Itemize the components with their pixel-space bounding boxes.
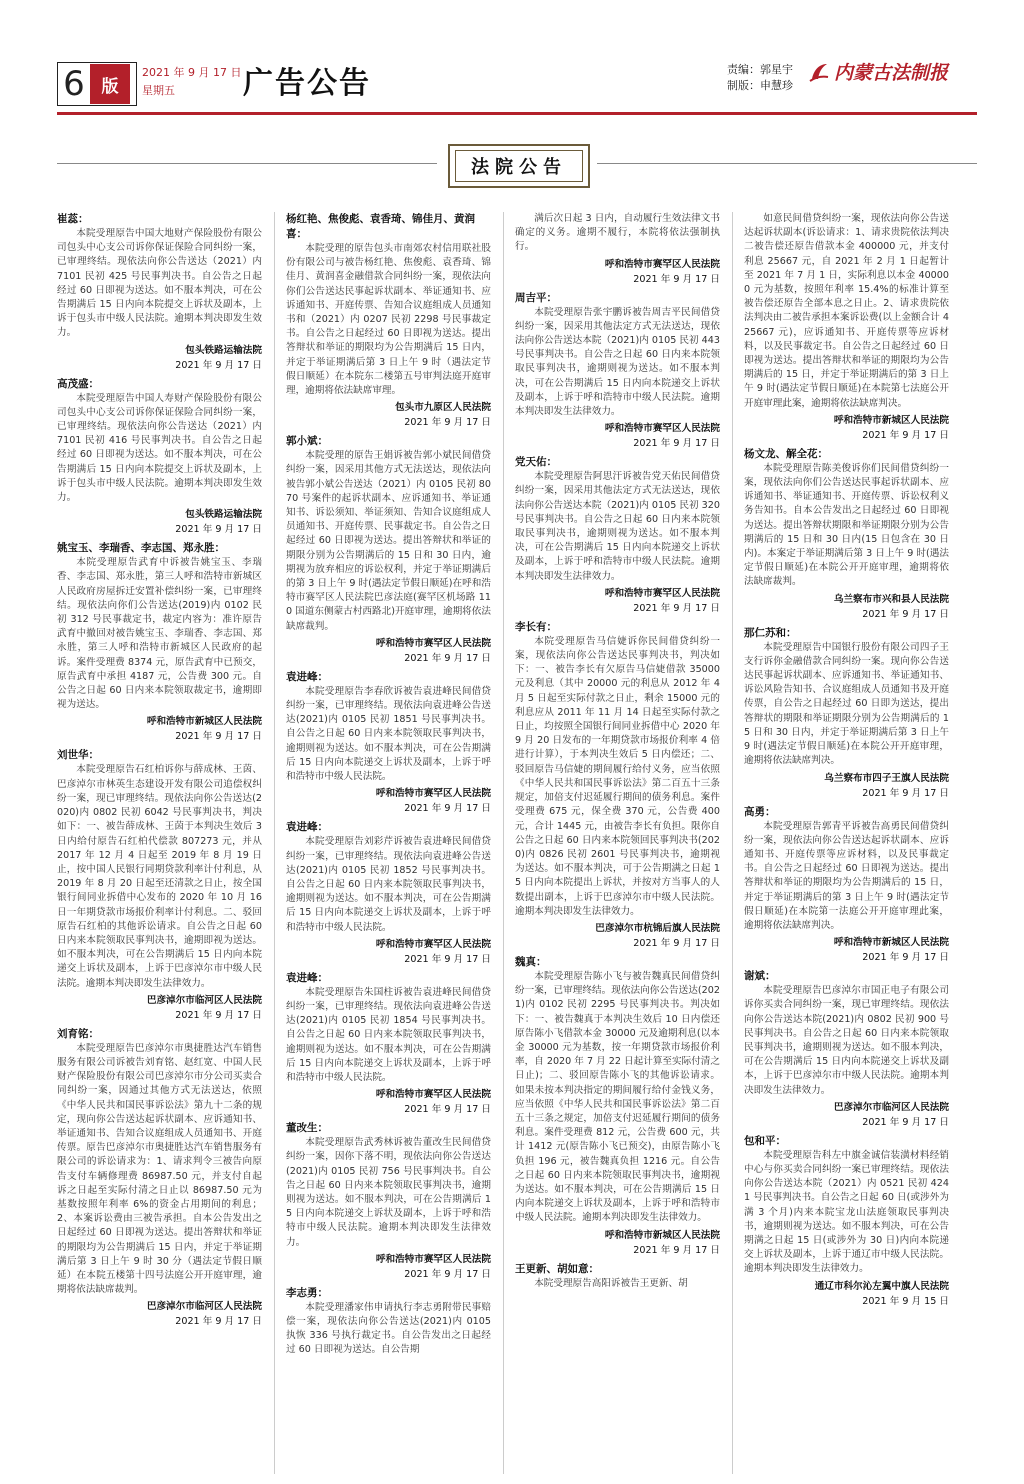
court-notice (744, 805, 949, 966)
notice-date: 2021 年 9 月 17 日 (175, 524, 262, 536)
notice-date: 2021 年 9 月 17 日 (404, 417, 491, 429)
notice-addressee: 魏真： (515, 955, 547, 968)
court-notice (286, 212, 491, 430)
notice-court: 巴彦淖尔市杭锦后旗人民法院 (595, 922, 720, 934)
producer-name: 制版：申慧珍 (727, 79, 793, 92)
notice-court: 呼和浩特市赛罕区人民法院 (604, 258, 720, 270)
notice-body: 本院受理原告中国大地财产保险股份有限公司包头中心支公司诉你保证保险合同纠纷一案，已审理终结。现依法向你公告送达（2021）内 7101 民初 425 号民事判决书。自公告之日起经过 60 日即视为送达。如不服本判决，可在公告期满后 15 日内向本院提交上诉状及副本，上诉于包头市中级人民法院。逾期本判决即发生效力。 (57, 228, 262, 339)
court-notice (744, 969, 949, 1130)
notice-court: 巴彦淖尔市临河区人民法院 (146, 994, 262, 1006)
notice-date: 2021 年 9 月 17 日 (404, 953, 491, 965)
court-notice (744, 626, 949, 801)
notice-body: 本院受理原告郭青平诉被告高勇民间借贷纠纷一案，现依法向你公告送达起诉状副本、应诉通知书、开庭传票等应诉材料，以及民事裁定书。自公告之日起经过 60 日即视为送达。提出答辩状和举证的期限均为公告期满后的 15 日，并定于举证期满后的第 3 日上午 9 时(遇法定节假日顺延)在本院第一法庭公开开庭审理此案，逾期将依法缺席判决。 (744, 820, 949, 931)
notice-court: 呼和浩特市新城区人民法院 (604, 1229, 720, 1241)
notice-date: 2021 年 9 月 17 日 (862, 608, 949, 620)
notice-date: 2021 年 9 月 17 日 (404, 1104, 491, 1116)
notice-body: 如意民间借贷纠纷一案，现依法向你公告送达起诉状副本(诉讼请求：1、请求贵院依法判决二被告偿还原告借款本金 400000 元，并支付利息 25667 元，自 2021 年 2 月 1 日起暂计至 2021 年 7 月 1 日，实际利息以本金 400000 元为基数，按照年利率 15.4%的标准计算至被告偿还原告全部本息之日止。2、请求贵院依法判决由二被告承担本案诉讼费(以上金额合计 425667 元)，应诉通知书、开庭传票等应诉材料，以及民事裁定书。自公告之日起经过 60 日即视为送达。提出答辩状和举证的期限均为公告期满后的 15 日，并定于举证期满后的第 3 日上午 9 时(遇法定节假日顺延)在本院第七法庭公开开庭审理此案，逾期将依法缺席判决。 (744, 213, 949, 409)
court-notice (515, 291, 720, 452)
notice-addressee: 崔蕊： (57, 213, 89, 225)
notice-court: 呼和浩特市新城区人民法院 (833, 937, 949, 949)
court-notice-banner (57, 140, 977, 188)
notice-court: 包头铁路运输法院 (185, 509, 262, 521)
notice-date: 2021 年 9 月 17 日 (175, 731, 262, 743)
notice-court: 呼和浩特市赛罕区人民法院 (375, 1253, 491, 1265)
court-notice (57, 1027, 262, 1330)
notice-body: 满后次日起 3 日内，自动履行生效法律文书确定的义务。逾期不履行，本院将依法强制执行。 (515, 213, 720, 253)
notice-date: 2021 年 9 月 17 日 (404, 652, 491, 664)
banner-line-left (57, 163, 437, 164)
notice-addressee: 郭小斌： (286, 435, 328, 448)
court-notice (57, 377, 262, 538)
notice-court: 呼和浩特市新城区人民法院 (833, 414, 949, 426)
court-notice (57, 748, 262, 1022)
notice-addressee: 高茂盛： (57, 377, 99, 390)
notice-court: 乌兰察布市兴和县人民法院 (833, 593, 949, 605)
notice-addressee: 李志勇： (286, 1286, 328, 1299)
notice-date: 2021 年 9 月 17 日 (862, 1116, 949, 1128)
issue-date-block (142, 64, 242, 100)
notice-body: 本院受理原告科左中旗金诚信装潢材料经销中心与你买卖合同纠纷一案已审理终结。现依法向你公告送达本院（2021）内 0521 民初 4241 号民事判决书。自公告之日起 60 日(或涉外为满 3 个月)内来本院宝龙山法庭领取民事判决书，逾期则视为送达。如不服本判决，可在公告期满之日起 15 日(或涉外为 30 日)内向本院递交上诉状及副本，上诉于通辽市中级人民法院。逾期本判决即发生法律效力。 (744, 1149, 949, 1275)
notice-date: 2021 年 9 月 17 日 (404, 1268, 491, 1280)
notice-body: 本院受理原告阿思汗诉被告党天佑民间借贷纠纷一案，因采用其他法定方式无法送达，现依法向你公告送达本院（2021)内 0105 民初 320 号民事判决书。自公告之日起 60 日内来本院领取民事判决书，逾期则视为送达。如不服本判决，可在公告期满后 15 日内向本院递交上诉状及副本，上诉于呼和浩特市中级人民法院。逾期本判决即发生法律效力。 (515, 471, 720, 582)
editor-name: 责编：郭星宇 (727, 63, 793, 76)
notice-addressee: 谢斌： (744, 970, 776, 983)
notice-body: 本院受理原告李春欣诉被告袁进峰民间借贷纠纷一案，已审理终结。现依法向袁进峰公告送达(2021)内 0105 民初 1851 号民事判决书。自公告之日起 60 日内来本院领取民事判决书，逾期则视为送达。如不服本判决，可在公告期满后 15 日内向本院递交上诉状及副本，上诉于呼和浩特市中级人民法院。 (286, 685, 491, 783)
column-1 (57, 212, 262, 1474)
notice-body: 本院受理原告武秀林诉被告董改生民间借贷纠纷一案，因你下落不明，现依法向你公告送达(2021)内 0105 民初 756 号民事判决书。自公告之日起 60 日内来本院领取民事判决书，逾期则视为送达。如不服本判决，可在公告期满后 15 日内向本院递交上诉状及副本，上诉于呼和浩特市中级人民法院。逾期本判决即发生法律效力。 (286, 1137, 491, 1248)
ban-tag: 版 (90, 64, 130, 104)
notice-court: 呼和浩特市赛罕区人民法院 (604, 423, 720, 435)
court-notice (57, 212, 262, 373)
banner-frame (448, 144, 590, 188)
notice-court: 巴彦淖尔市临河区人民法院 (833, 1101, 949, 1113)
page-number: 6 (63, 64, 85, 104)
notice-date: 2021 年 9 月 17 日 (175, 359, 262, 371)
notice-addressee: 那仁苏和： (744, 626, 797, 639)
notice-date: 2021 年 9 月 17 日 (175, 1009, 262, 1021)
issue-weekday: 星期五 (142, 84, 175, 97)
notice-body: 本院受理原告陈美俊诉你们民间借贷纠纷一案，现依法向你们公告送达民事起诉状副本、应诉通知书、举证通知书、开庭传票、诉讼权利义务告知书。自本公告发出之日起经过 60 日即视为送达。提出答辩状期限和举证期限分别为公告期满后的 15 日和 30 日内(15 日包含在 30 日内)。本案定于举证期满后第 3 日上午 9 时(遇法定节假日顺延)在本院公开开庭审理，逾期将依法缺席裁判。 (744, 462, 949, 588)
notice-body: 本院受理原告石红柏诉你与薛成林、王茵、巴彦淖尔市林英生态建设开发有限公司追偿权纠纷一案，现已审理终结。现依法向你公告送达(2020)内 0802 民初 6042 号民事判决书，判决如下：一、被告薛成林、王茵于本判决生效后 3 日内给付原告石红柏代偿款 807273 元，并从 2017 年 12 月 4 日起至 2019 年 8 月 19 日止，按中国人民银行同期贷款利率计付利息，从 2019 年 8 月 20 日起至还清款之日止，按全国银行间同业拆借中心发布的 2020 年 10 月 16 日一年期贷款市场报价利率计付利息。二、驳回原告石红柏的其他诉讼请求。自公告之日起 60 日内来本院领取民事判决书，逾期即视为送达。如不服本判决，可在公告期满后 15 日内向本院递交上诉状及副本，上诉于巴彦淖尔市中级人民法院。逾期本判决即发生法律效力。 (57, 764, 262, 989)
column-4 (744, 212, 949, 1474)
notice-court: 呼和浩特市赛罕区人民法院 (375, 938, 491, 950)
notice-body: 本院受理的原告包头市南郊农村信用联社股份有限公司与被告杨红艳、焦俊彪、袁香琦、锦佳月、黄润喜金融借款合同纠纷一案，现依法向你们公告送达民事起诉状副本、举证通知书、应诉通知书、开庭传票、告知合议庭组成人员通知书和（2021）内 0207 民初 2298 号民事裁定书。自公告之日起经过 60 日即视为送达。提出答辩状和举证的期限均为公告期满后 15 日内，并定于举证期满后第 3 日上午 9 时（遇法定节假日顺延）在本院东二楼第五号审判法庭开庭审理，逾期将依法缺席审理。 (286, 243, 491, 397)
notice-court: 巴彦淖尔市临河区人民法院 (146, 1301, 262, 1313)
notice-date: 2021 年 9 月 17 日 (633, 1244, 720, 1256)
page-number-box (57, 62, 137, 106)
column-3 (515, 212, 720, 1474)
notice-court: 乌兰察布市四子王旗人民法院 (824, 772, 949, 784)
notice-court: 呼和浩特市赛罕区人民法院 (375, 788, 491, 800)
court-notice (515, 620, 720, 951)
court-notice (57, 541, 262, 744)
notice-addressee: 王更新、胡如意： (515, 1262, 599, 1275)
notice-addressee: 袁进峰： (286, 670, 328, 683)
notice-body: 本院受理原告中国人寿财产保险股份有限公司包头中心支公司诉你保证保险合同纠纷一案，已审理终结。现依法向你公告送达（2021）内 7101 民初 416 号民事判决书。自公告之日起经过 60 日即视为送达。如不服本判决，可在公告期满后 15 日内向本院提交上诉状及副本，上诉于包头市中级人民法院。逾期本判决即发生效力。 (57, 392, 262, 504)
notice-body: 本院受理潘家伟申请执行李志勇附带民事赔偿一案，现依法向你公告送达(2021)内 0105 执恢 336 号执行裁定书。自公告发出之日起经过 60 日即视为送达。自公告期 (286, 1301, 491, 1356)
notice-addressee: 杨文龙、解全花： (744, 447, 828, 460)
notice-court: 包头铁路运输法院 (185, 344, 262, 356)
notice-body: 本院受理原告马信婕诉你民间借贷纠纷一案，现依法向你公告送达民事判决书，判决如下：一、被告李长有欠原告马信婕借款 35000 元及利息（其中 20000 元的利息从 2012 年 4 月 5 日起至实际付款之日止，剩余 15000 元的利息应从 2011 年 11 月 14 日起至实际付款之日止，均按照全国银行间同业拆借中心 2020 年 9 月 20 日发布的一年期贷款市场报价利率 4 倍进行计算），于本判决生效后 5 日内偿还；二、驳回原告马信婕的期间履行给付义务，应当依照《中华人民共和国民事诉讼法》第二百五十三条规定，加倍支付迟延履行期间的债务利息。案件受理费 675 元，保全费 370 元，公告费 400 元，合计 1445 元，由被告李长有负担。限你自公告之日起 60 日内来本院领回民事判决书(2020)内 0826 民初 2601 号民事判决书，逾期视为送达。如不服本判决，可于公告期满之日起 15 日内向本院提出上诉状，并按对方当事人的人数提出副本，上诉于巴彦淖尔市中级人民法院。逾期本判决即发生法律效力。 (515, 635, 720, 917)
court-notice (286, 1286, 491, 1358)
paper-logo-icon (808, 61, 830, 83)
notice-body: 本院受理原告武育中诉被告姚宝玉、李瑞香、李志国、郑永胜，第三人呼和浩特市新城区人民政府房屋拆迁安置补偿纠纷一案，已审理终结。现依法向你们公告送达(2019)内 0102 民初 312 号民事裁定书，裁定内容为：准许原告武育中撤回对被告姚宝玉、李瑞香、李志国、郑永胜，第三人呼和浩特市新城区人民政府的起诉。案件受理费 8374 元，原告武育中已预交，原告武育中承担 4187 元，公告费 300 元。自公告之日起 60 日内来本院领取裁定书，逾期即视为送达。 (57, 557, 262, 711)
notice-addressee: 刘世华： (57, 749, 99, 762)
notice-body: 本院受理原告高阳诉被告王更新、胡 (534, 1277, 688, 1289)
notice-date: 2021 年 9 月 17 日 (862, 787, 949, 799)
notice-addressee: 袁进峰： (286, 821, 328, 834)
notice-addressee: 李长有： (515, 620, 557, 633)
court-notice (515, 212, 720, 287)
issue-date: 2021 年 9 月 17 日 (142, 66, 242, 79)
notice-body: 本院受理的原告王娟诉被告郭小斌民间借贷纠纷一案，因采用其他方式无法送达，现依法向被告郭小斌公告送达（2021）内 0105 民初 8070 号案件的起诉状副本、应诉通知书、举证通知书、诉讼须知、举证须知、告知合议庭组成人员通知书、开庭传票、民事裁定书。自公告之日起经过 60 日即视为送达。提出答辩状和举证的期限分别为公告期满后的 15 日和 30 日内，逾期视为放弃相应的诉讼权利，并定于举证期满后的第 3 日上午 9 时(遇法定节假日顺延)在呼和浩特市赛罕区人民法院巴彦法庭(赛罕区机场路 110 国道东侧蒙古村西路北)开庭审理，逾期将依法缺席裁判。 (286, 450, 491, 632)
notice-addressee: 袁进峰： (286, 971, 328, 984)
court-notice (286, 434, 491, 666)
notice-court: 通辽市科尔沁左翼中旗人民法院 (814, 1280, 949, 1292)
notice-date: 2021 年 9 月 17 日 (633, 937, 720, 949)
column-divider (732, 212, 733, 1474)
notice-addressee: 姚宝玉、李瑞香、李志国、郑永胜： (57, 542, 225, 555)
court-notice (515, 955, 720, 1258)
notice-addressee: 党天佑： (515, 456, 557, 469)
notice-court: 呼和浩特市赛罕区人民法院 (375, 1089, 491, 1101)
court-notice (515, 1262, 720, 1291)
notice-addressee: 刘育铭： (57, 1027, 99, 1040)
masthead (0, 0, 1024, 120)
paper-logo (808, 58, 948, 85)
court-notice (286, 820, 491, 966)
court-notice (515, 455, 720, 616)
banner-title: 法院公告 (455, 150, 583, 182)
section-title: 广告公告 (243, 66, 371, 101)
notice-court: 呼和浩特市新城区人民法院 (146, 716, 262, 728)
notice-date: 2021 年 9 月 17 日 (862, 429, 949, 441)
court-notice (286, 971, 491, 1117)
notice-date: 2021 年 9 月 17 日 (175, 1316, 262, 1328)
notice-date: 2021 年 9 月 17 日 (633, 438, 720, 450)
notice-date: 2021 年 9 月 17 日 (404, 803, 491, 815)
header-rule (57, 112, 977, 115)
court-notice (286, 1121, 491, 1282)
paper-name: 内蒙古法制报 (834, 62, 949, 84)
notice-body: 本院受理原告巴彦淖尔市国正电子有限公司诉你买卖合同纠纷一案，现已审理终结。现依法向你公告送达本院(2021)内 0802 民初 900 号民事判决书。自公告之日起 60 日内来本院领取民事判决书，逾期则视为送达。如不服本判决，可在公告期满后 15 日内向本院递交上诉状及副本，上诉于巴彦淖尔市中级人民法院。逾期本判决即发生法律效力。 (744, 985, 949, 1096)
notice-addressee: 包和平： (744, 1134, 786, 1147)
notice-addressee: 杨红艳、焦俊彪、袁香琦、锦佳月、黄润喜： (286, 213, 475, 240)
column-divider (503, 212, 504, 1474)
court-notice (744, 1134, 949, 1309)
banner-line-right (597, 163, 977, 164)
column-2 (286, 212, 491, 1474)
notice-body: 本院受理原告朱国柱诉被告袁进峰民间借贷纠纷一案，已审理终结。现依法向袁进峰公告送达(2021)内 0105 民初 1854 号民事判决书。自公告之日起 60 日内来本院领取民事判决书，逾期则视为送达。如不服本判决，可在公告期满后 15 日内向本院递交上诉状及副本，上诉于呼和浩特市中级人民法院。 (286, 986, 491, 1083)
notice-court: 包头市九原区人民法院 (395, 402, 491, 414)
notice-body: 本院受理原告陈小飞与被告魏真民间借贷纠纷一案，已审理终结。现依法向你公告送达(2021)内 0102 民初 2295 号民事判决书。判决如下：一、被告魏真于本判决生效后 10 日内偿还原告陈小飞借款本金 30000 元及逾期利息(以本金 30000 元为基数，按一年期贷款市场报价利率，自 2020 年 7 月 22 日起计算至实际付清之日止)；二、驳回原告陈小飞的其他诉讼请求。如果未按本判决指定的期间履行给付金钱义务，应当依照《中华人民共和国民事诉讼法》第二百五十三条之规定，加倍支付迟延履行期间的债务利息。案件受理费 812 元，公告费 600 元，共计 1412 元(原告陈小飞已预交)，由原告陈小飞负担 196 元，被告魏真负担 1216 元。自公告之日起 60 日内来本院领取民事判决书，逾期视为送达。如不服本判决，可在公告期满后 15 日内向本院递交上诉状及副本，上诉于呼和浩特市中级人民法院。逾期本判决即发生法律效力。 (515, 970, 720, 1224)
court-notice (744, 212, 949, 443)
notice-addressee: 周吉平： (515, 291, 557, 304)
notice-body: 本院受理原告巴彦淖尔市奥捷胜达汽车销售服务有限公司诉被告刘育铭、赵红宽、中国人民财产保险股份有限公司巴彦淖尔市分公司买卖合同纠纷一案，因通过其他方式无法送达，依照《中华人民共和国民事诉讼法》第九十二条的规定，现向你公告送达起诉状副本、应诉通知书、举证通知书、告知合议庭组成人员通知书、开庭传票。原告巴彦淖尔市奥捷胜达汽车销售服务有限公司的诉讼请求为：1、请求判令三被告向原告支付车辆修理费 86987.50 元，并支付自起诉之日起至实际付清之日止以 86987.50 元为基数按照年利率 6%的资金占用期间的利息；2、本案诉讼费由三被告承担。自本公告发出之日起经过 60 日即视为送达。提出答辩状和举证的期限均为公告期满后 15 日内，并定于举证期满后第 3 日上午 9 时 30 分（遇法定节假日顺延）在本院五楼第十四号法庭公开开庭审理，逾期将依法缺席裁判。 (57, 1042, 262, 1296)
notice-date: 2021 年 9 月 17 日 (633, 273, 720, 285)
notice-court: 呼和浩特市赛罕区人民法院 (604, 587, 720, 599)
notice-columns (57, 212, 979, 1474)
notice-body: 本院受理原告刘彩芹诉被告袁进峰民间借贷纠纷一案，已审理终结。现依法向袁进峰公告送达(2021)内 0105 民初 1852 号民事判决书。自公告之日起 60 日内来本院领取民事判决书，逾期则视为送达。如不服本判决，可在公告期满后 15 日内向本院递交上诉状及副本，上诉于呼和浩特市中级人民法院。 (286, 836, 491, 933)
notice-addressee: 高勇： (744, 805, 776, 818)
editor-credits (727, 62, 793, 94)
notice-addressee: 董改生： (286, 1122, 328, 1135)
notice-date: 2021 年 9 月 15 日 (862, 1295, 949, 1307)
notice-body: 本院受理原告中国银行股份有限公司四子王支行诉你金融借款合同纠纷一案。现向你公告送达民事起诉状副本、应诉通知书、举证通知书、诉讼风险告知书、合议庭组成人员通知书及开庭传票，自公告之日起经过 60 日即为送达，提出答辩状的期限和举证期限分别为公告期满后的 15 日和 30 日内，并定于举证期满后第 3 日上午 9 时(遇法定节假日顺延)在本院公开开庭审理，逾期将依法缺席判决。 (744, 641, 949, 767)
notice-date: 2021 年 9 月 17 日 (862, 952, 949, 964)
notice-court: 呼和浩特市赛罕区人民法院 (375, 637, 491, 649)
column-divider (274, 212, 275, 1474)
court-notice (744, 447, 949, 622)
notice-body: 本院受理原告张宇鹏诉被告周吉平民间借贷纠纷一案，因采用其他法定方式无法送达，现依法向你公告送达本院（2021)内 0105 民初 443 号民事判决书。自公告之日起 60 日内来本院领取民事判决书，逾期则视为送达。如不服本判决，可在公告期满后 15 日内向本院递交上诉状及副本，上诉于呼和浩特市中级人民法院。逾期本判决即发生法律效力。 (515, 306, 720, 418)
notice-date: 2021 年 9 月 17 日 (633, 602, 720, 614)
court-notice (286, 670, 491, 816)
